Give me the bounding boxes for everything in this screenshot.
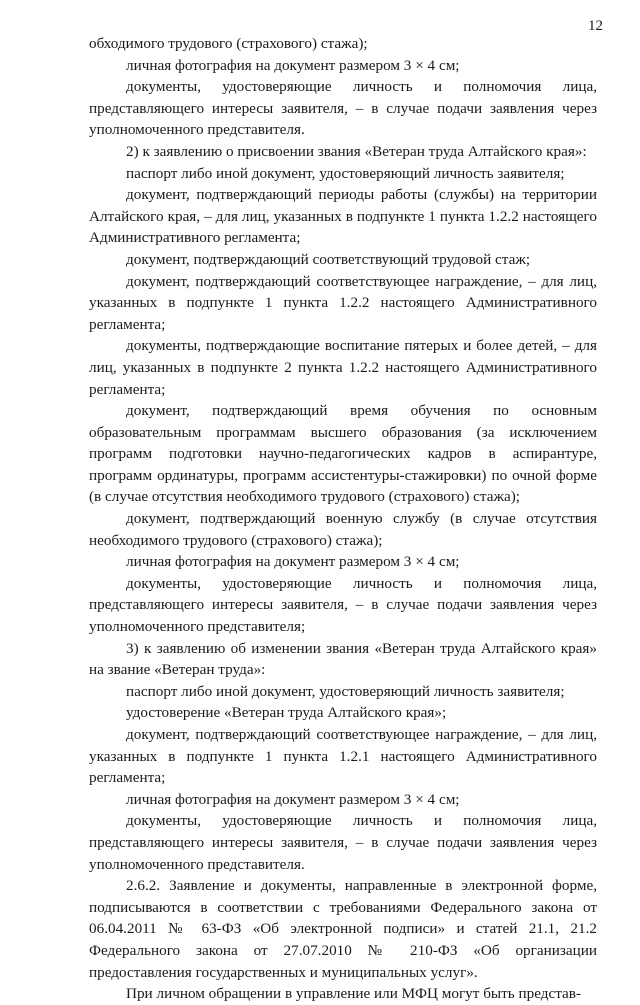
paragraph: 2) к заявлению о присвоении звания «Ветеран труда Алтайского края»: (126, 142, 587, 160)
document-body (89, 33, 597, 1005)
paragraph: обходимого трудового (страхового) стажа); (89, 35, 368, 52)
paragraph: документы, подтверждающие воспитание пятерых и более детей, – для лиц, указанных в подпункте 2 пункта 1.2.2 настоящего Административного регламента; (89, 337, 597, 398)
paragraph: документ, подтверждающий время обучения по основным образовательным программам высшего образования (за исключением программ подготовки научно-педагогических кадров в аспирантуре, программ ординатуры, программ ассистентуры-стажировки) по очной форме (в случае отсутствия необходимого трудового (страхового) стажа); (89, 402, 597, 506)
paragraph: личная фотография на документ размером 3 × 4 см; (126, 56, 460, 74)
paragraph: документы, удостоверяющие личность и полномочия лица, представляющего интересы заявителя, – в случае подачи заявления через уполномоченного представителя. (89, 812, 597, 873)
page-number: 12 (588, 18, 603, 34)
paragraph: личная фотография на документ размером 3 × 4 см; (126, 553, 460, 571)
paragraph: личная фотография на документ размером 3 × 4 см; (126, 790, 460, 808)
paragraph: документы, удостоверяющие личность и полномочия лица, представляющего интересы заявителя, – в случае подачи заявления через уполномоченного представителя. (89, 78, 597, 139)
paragraph: При личном обращении в управление или МФЦ могут быть представ- (126, 985, 582, 1003)
paragraph: документы, удостоверяющие личность и полномочия лица, представляющего интересы заявителя, – в случае подачи заявления через уполномоченного представителя; (89, 574, 597, 636)
paragraph: 3) к заявлению об изменении звания «Ветеран труда Алтайского края» на звание «Ветеран труда»: (89, 639, 597, 679)
paragraph: документ, подтверждающий периоды работы (службы) на территории Алтайского края, – для лиц, указанных в подпункте 1 пункта 1.2.2 настоящего Административного регламента; (89, 186, 597, 247)
paragraph: паспорт либо иной документ, удостоверяющий личность заявителя; (126, 682, 565, 700)
paragraph: документ, подтверждающий соответствующий трудовой стаж; (126, 250, 531, 268)
paragraph: документ, подтверждающий соответствующее награждение, – для лиц, указанных в подпункте 1 пункта 1.2.2 настоящего Административного регламента; (89, 272, 597, 333)
paragraph: документ, подтверждающий соответствующее награждение, – для лиц, указанных в подпункте 1 пункта 1.2.1 настоящего Административного регламента; (89, 726, 597, 787)
paragraph: паспорт либо иной документ, удостоверяющий личность заявителя; (126, 164, 565, 182)
paragraph: документ, подтверждающий военную службу (в случае отсутствия необходимого трудового (страхового) стажа); (89, 510, 597, 549)
paragraph: удостоверение «Ветеран труда Алтайского края»; (126, 704, 447, 722)
paragraph: 2.6.2. Заявление и документы, направленные в электронной форме, подписываются в соответствии с требованиями Федерального закона от 06.04.2011 № 63-ФЗ «Об электронной подписи» и статей 21.1, 21.2 Федерального закона от 27.07.2010 № 210-ФЗ «Об организации предоставления государственных и муниципальных услуг». (89, 877, 597, 981)
